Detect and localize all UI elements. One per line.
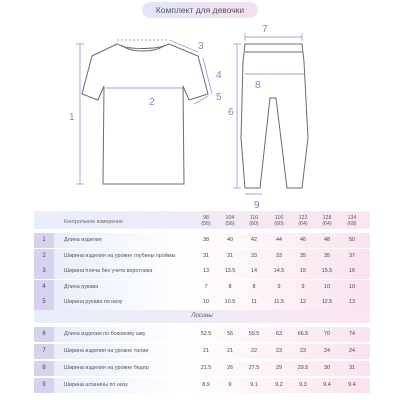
row-label: Длина рукава [64, 283, 99, 290]
measure-number-8: 8 [255, 80, 261, 91]
row-number: 7 [34, 344, 54, 359]
table-row [34, 280, 370, 295]
row-value: 35 [300, 252, 306, 259]
row-number: 5 [34, 295, 54, 310]
row-number: 4 [34, 280, 54, 295]
row-value: 33 [251, 252, 257, 259]
row-value: 31 [203, 252, 209, 259]
table-row [34, 361, 370, 376]
size-chest: (56) [225, 221, 235, 227]
size-height: 134 [347, 215, 357, 221]
row-value: 24 [349, 348, 355, 354]
row-value: 46 [300, 237, 306, 243]
row-value: 70 [324, 331, 330, 337]
size-chest: (56) [201, 221, 211, 227]
measure-number-9: 9 [254, 200, 260, 210]
size-height: 122 [298, 215, 308, 221]
row-value: 48 [324, 237, 330, 243]
size-height: 116 [274, 215, 284, 221]
row-number: 3 [34, 264, 54, 279]
row-value: 14.5 [273, 268, 285, 274]
control-measure-label: Контрольное измерение [64, 219, 123, 225]
row-value: 10.5 [224, 299, 236, 305]
row-value: 66.5 [297, 331, 309, 337]
row-value: 42 [251, 237, 257, 243]
row-value: 8.9 [202, 382, 210, 388]
table-row [34, 295, 370, 310]
row-number: 1 [34, 233, 54, 248]
measure-number-7: 7 [262, 24, 268, 35]
row-value: 56 [227, 331, 233, 337]
row-label: Ширина рукава по низу [64, 299, 123, 305]
row-value: 15 [300, 268, 306, 274]
row-value: 74 [349, 331, 355, 337]
row-value: 52.5 [200, 331, 212, 337]
size-header [270, 215, 288, 227]
size-chest: (64) [298, 221, 308, 227]
row-value: 9 [301, 283, 305, 290]
row-value: 9.4 [348, 382, 356, 388]
row-label: Длина изделия [64, 237, 102, 243]
row-value: 10 [349, 283, 355, 290]
row-value: 29 [276, 365, 282, 371]
size-chest: (64) [322, 221, 332, 227]
row-label: Длина изделия по боковому шву [64, 331, 146, 337]
size-header [221, 215, 239, 227]
table-row [34, 264, 370, 279]
size-header [197, 215, 215, 227]
measure-number-4: 4 [216, 70, 222, 81]
row-value: 40 [227, 237, 233, 243]
row-value: 9 [277, 283, 281, 290]
row-value: 37 [349, 252, 355, 259]
size-height: 98 [203, 215, 209, 221]
row-label: Ширина изделия на уровне глубины проймы [64, 252, 176, 259]
row-value: 15.5 [321, 268, 333, 274]
table-row [34, 249, 370, 264]
size-height: 110 [249, 215, 259, 221]
measure-number-5: 5 [216, 92, 222, 103]
row-value: 63 [276, 331, 282, 337]
row-number: 2 [34, 249, 54, 264]
size-diagram [0, 18, 400, 210]
leggings-drawing [241, 44, 308, 188]
row-value: 9 [228, 382, 232, 388]
row-value: 9.4 [323, 382, 331, 388]
row-value: 24 [324, 348, 330, 354]
row-value: 13 [203, 268, 209, 274]
page-title: Комплект для девочки [142, 2, 258, 18]
row-value: 21 [227, 348, 233, 354]
row-value: 12.5 [321, 299, 333, 305]
row-label: Ширина изделия на уровне талии [64, 348, 149, 354]
row-number: 9 [34, 378, 54, 393]
row-value: 31 [349, 365, 355, 371]
size-height: 104 [225, 215, 235, 221]
row-value: 33 [276, 252, 282, 259]
row-value: 13.5 [224, 268, 236, 274]
size-header [343, 215, 361, 227]
row-label: Ширина плеча без учета воротника [64, 268, 153, 274]
row-value: 21.5 [200, 365, 212, 371]
measure-number-1: 1 [69, 112, 75, 123]
tshirt-drawing [82, 44, 208, 184]
row-value: 14 [251, 268, 257, 274]
row-value: 8 [252, 283, 256, 290]
row-value: 26 [227, 365, 233, 371]
size-height: 128 [322, 215, 332, 221]
size-header [245, 215, 263, 227]
row-value: 23 [276, 348, 282, 354]
table-row [34, 233, 370, 248]
row-value: 59.5 [248, 331, 260, 337]
row-value: 21 [203, 348, 209, 354]
row-value: 10 [203, 299, 209, 305]
row-value: 29.5 [297, 365, 309, 371]
section-title-leggings: Лосины [191, 313, 213, 319]
row-value: 11.5 [273, 299, 285, 305]
row-value: 16 [349, 268, 355, 274]
row-label: Ширина изделия на уровне бедер [64, 365, 149, 371]
row-value: 35 [324, 252, 330, 259]
row-value: 30 [324, 365, 330, 371]
row-number: 8 [34, 361, 54, 376]
row-value: 11 [251, 299, 257, 305]
row-value: 8 [228, 283, 232, 290]
row-label: Ширина штанины по низу [64, 382, 129, 388]
row-value: 38 [203, 237, 209, 243]
row-value: 13 [349, 299, 355, 305]
size-header [294, 215, 312, 227]
row-value: 9.1 [250, 382, 258, 388]
measure-number-6: 6 [228, 107, 234, 118]
size-chest: (60) [249, 221, 259, 227]
row-value: 9.2 [275, 382, 283, 388]
row-value: 23 [300, 348, 306, 354]
measure-number-2: 2 [149, 97, 155, 108]
row-value: 7 [204, 283, 208, 290]
row-value: 10 [324, 283, 330, 290]
table-row [34, 378, 370, 393]
row-value: 12 [300, 299, 306, 305]
size-header [318, 215, 336, 227]
row-value: 50 [349, 237, 355, 243]
measure-number-3: 3 [198, 41, 204, 52]
size-chest: (68) [347, 221, 357, 227]
row-value: 31 [227, 252, 233, 259]
row-number: 6 [34, 327, 54, 342]
size-chest: (60) [274, 221, 284, 227]
table-row [34, 344, 370, 359]
row-value: 9.3 [299, 382, 307, 388]
row-value: 27.5 [248, 365, 260, 371]
row-value: 22 [251, 348, 257, 354]
row-value: 44 [276, 237, 282, 243]
table-row [34, 327, 370, 342]
